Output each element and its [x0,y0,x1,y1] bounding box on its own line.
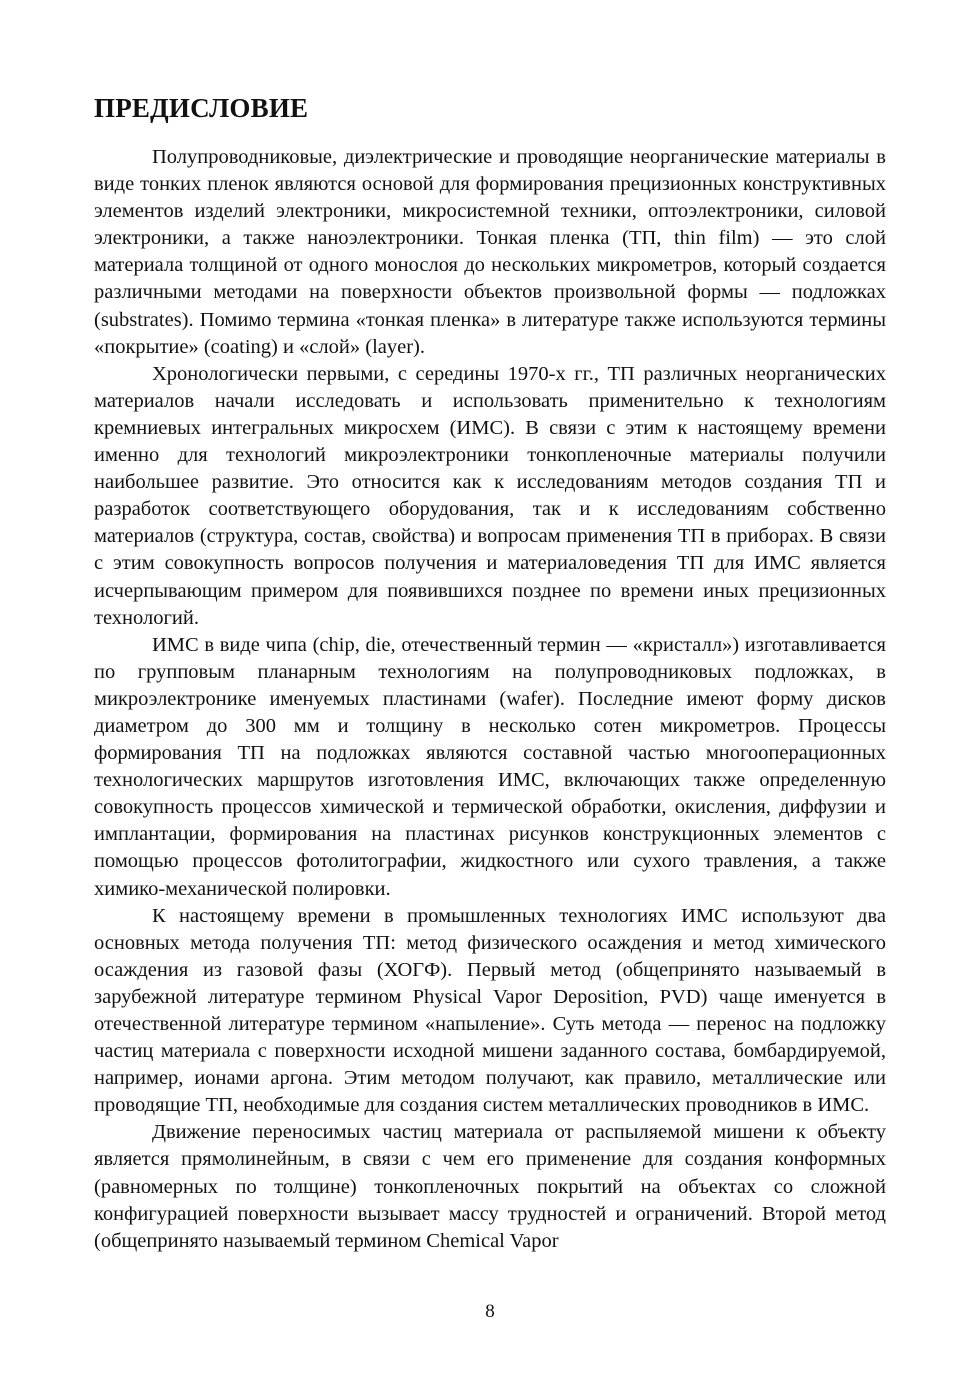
paragraph-5: Движение переносимых частиц материала от распыляемой мишени к объекту является прямолинейным, в связи с чем его применение для создания конформных (равномерных по толщине) тонкопленочных покрытий на объектах со сложной конфигурацией поверхности вызывает массу трудностей и ограничений. Второй метод (общепринято называемый термином Chemical Vapor [94,1121,886,1252]
paragraph-2: Хронологически первыми, с середины 1970-х гг., ТП различных неорганических материалов начали исследовать и использовать применительно к технологиям кремниевых интегральных микросхем (ИМС). В связи с этим к настоящему времени именно для технологий микроэлектроники тонкопленочные материалы получили наибольшее развитие. Это относится как к исследованиям методов создания ТП и разработок соответствующего оборудования, так и к исследованиям собственно материалов (структура, состав, свойства) и вопросам применения ТП в приборах. В связи с этим совокупность вопросов получения и материаловедения ТП для ИМС является исчерпывающим примером для появившихся позднее по времени иных прецизионных технологий. [94,362,886,629]
paragraph-3: ИМС в виде чипа (chip, die, отечественный термин — «кристалл») изготавливается по групповым планарным технологиям на полупроводниковых подложках, в микроэлектронике именуемых пластинами (wafer). Последние имеют форму дисков диаметром до 300 мм и толщину в несколько сотен микрометров. Процессы формирования ТП на подложках являются составной частью многооперационных технологических маршрутов изготовления ИМС, включающих также определенную совокупность процессов химической и термической обработки, окисления, диффузии и имплантации, формирования на пластинах рисунков конструкционных элементов с помощью процессов фотолитографии, жидкостного или сухого травления, а также химико-механической полировки. [94,633,886,900]
page-number: 8 [485,1301,495,1322]
section-heading: ПРЕДИСЛОВИЕ [94,93,309,123]
paragraph-1: Полупроводниковые, диэлектрические и проводящие неорганические материалы в виде тонких пленок являются основой для формирования прецизионных конструктивных элементов изделий электроники, микросистемной техники, оптоэлектроники, силовой электроники, а также наноэлектроники. Тонкая пленка (ТП, thin film) — это слой материала толщиной от одного монослоя до нескольких микрометров, который создается различными методами на поверхности объектов произвольной формы — подложках (substrates). Помимо термина «тонкая пленка» в литературе также используются термины «покрытие» (coating) и «слой» (layer). [94,146,886,358]
paragraph-4: К настоящему времени в промышленных технологиях ИМС используют два основных метода получения ТП: метод физического осаждения и метод химического осаждения из газовой фазы (ХОГФ). Первый метод (общепринято называемый в зарубежной литературе термином Physical Vapor Deposition, PVD) чаще именуется в отечественной литературе термином «напыление». Суть метода — перенос на подложку частиц материала с поверхности исходной мишени заданного состава, бомбардируемой, например, ионами аргона. Этим методом получают, как правило, металлические или проводящие ТП, необходимые для создания систем металлических проводников в ИМС. [94,904,886,1117]
document-page [94,88,886,1255]
